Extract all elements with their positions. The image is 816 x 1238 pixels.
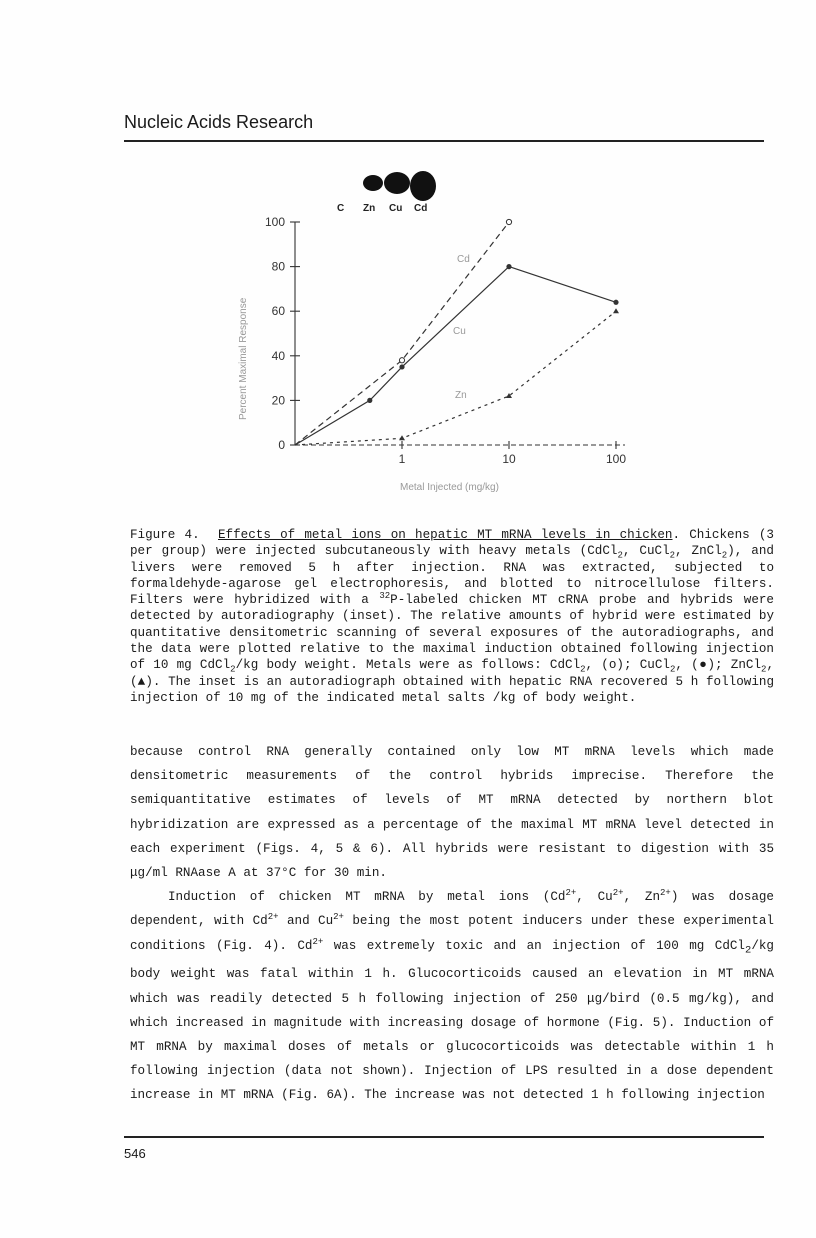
series-label-cd: Cd <box>457 254 470 265</box>
x-tick-label: 1 <box>398 452 406 466</box>
data-point-zn <box>399 435 405 440</box>
data-point-cd <box>399 358 404 363</box>
sup: 2+ <box>333 912 344 923</box>
series-line-cd <box>295 222 509 445</box>
inset-lane-cd: Cd <box>414 203 428 214</box>
body-text <box>130 740 774 1108</box>
text: being the most potent inducers under these experimental conditions (Fig. 4). Cd <box>130 914 774 953</box>
data-point-zn <box>613 308 619 313</box>
page-number: 546 <box>124 1146 146 1161</box>
sup: 32 <box>379 591 391 601</box>
sup: 2+ <box>660 888 671 899</box>
series-label-cu: Cu <box>453 326 466 337</box>
sub: 2 <box>580 664 586 675</box>
caption-label: Figure 4. <box>130 528 200 542</box>
sub: 2 <box>230 664 236 675</box>
figure-4 <box>0 0 816 520</box>
inset-band-zn <box>363 175 383 191</box>
y-tick-label: 80 <box>271 259 285 274</box>
journal-title: Nucleic Acids Research <box>124 112 314 132</box>
caption-text: /kg body weight. Metals were as follows: CdCl <box>235 658 581 673</box>
sup: 2+ <box>565 888 577 899</box>
text: and Cu <box>278 914 334 929</box>
x-tick-label: 100 <box>605 452 627 466</box>
sup: 2+ <box>612 888 624 899</box>
inset-lane-c: C <box>337 203 345 214</box>
sub: 2 <box>745 944 752 957</box>
series-label-zn: Zn <box>455 390 467 401</box>
inset-band-cu <box>384 172 410 194</box>
text: /kg body weight was fatal within 1 h. Glucocorticoids caused an elevation in MT mRNA which was readily detected 5 h following injection of 250 μg/bird (0.5 mg/kg), and which increased in magnitude with increasing dosage of hormone (Fig. 5). Induction of MT mRNA by maximal doses of metals or glucocorticoids was detectable within 1 h following injection (data not shown). Injection of LPS resulted in a dose dependent increase in MT mRNA (Fig. 6A). The increase was not detected 1 h following injection <box>130 938 774 1103</box>
caption-text: , ZnCl <box>675 544 722 559</box>
caption-text: , (●); ZnCl <box>675 658 762 673</box>
data-point-cu <box>506 264 511 269</box>
caption-text: ), and livers were removed 5 h after injection. RNA was extracted, subjected to formaldehyde-agarose gel electrophoresis, and blotted to nitrocellulose filters. Filters were hybridized with a <box>130 544 774 608</box>
sub: 2 <box>669 664 676 675</box>
paragraph-2 <box>130 885 774 1107</box>
inset-autoradiograph <box>337 171 436 214</box>
y-tick-label: 20 <box>271 393 285 408</box>
data-point-cd <box>506 219 511 224</box>
inset-lane-zn: Zn <box>363 203 376 214</box>
inset-band-cd <box>410 171 436 201</box>
series-line-cu <box>295 267 616 445</box>
series-layer <box>295 219 619 445</box>
figure-caption: Figure 4. Effects of metal ions on hepatic MT mRNA levels in chicken. Chickens (3 per group) were injected subcutaneously with heavy metals (CdCl$_2$, CuCl$_2$, ZnCl$_2$), and livers were removed 5 h after injection. RNA was extracted, subjected to formaldehyde-agarose gel electrophoresis, and blotted to nitrocellulose filters. Filters were hybridized with a $^{32}$P-labeled chicken MT cRNA probe and hybrids were detected by autoradiography (inset). The relative amounts of hybrid were estimated by quantitative densitometric scanning of several exposures of the autoradiographs, and the data were plotted relative to the maximal induction obtained following injection of 10 mg CdCl$_2$/kg body weight. Metals were as follows: CdCl$_2$, (o); CuCl$_2$, (●); ZnCl$_2$, (▲). The inset is an autoradiograph obtained with hepatic RNA recovered 5 h following injection of 10 mg of the indicated metal salts /kg of body weight. <box>130 528 774 705</box>
y-tick-label: 40 <box>271 348 285 363</box>
caption-text: , (▲). The inset is an autoradiograph obtained with hepatic RNA recovered 5 h following injection of 10 mg of the indicated metal salts /kg of body weight. <box>130 658 774 705</box>
text: Induction of chicken MT mRNA by metal ions (Cd <box>168 890 566 905</box>
sub: 2 <box>669 550 676 561</box>
text: ) was dosage dependent, with Cd <box>130 890 774 929</box>
y-tick-label: 60 <box>271 304 285 319</box>
y-tick-label: 0 <box>278 438 285 452</box>
footer-rule <box>124 1136 764 1138</box>
inset-lane-cu: Cu <box>389 203 403 214</box>
text: , Cu <box>576 890 613 905</box>
sub: 2 <box>761 664 767 675</box>
data-point-cu <box>367 398 372 403</box>
sup: 2+ <box>312 936 324 947</box>
x-tick-label: 10 <box>502 452 516 466</box>
caption-text: , CuCl <box>622 544 670 559</box>
sub: 2 <box>617 550 623 561</box>
sub: 2 <box>721 550 728 561</box>
x-axis-label: Metal Injected (mg/kg) <box>400 482 499 493</box>
paragraph-1: because control RNA generally contained only low MT mRNA levels which made densitometric measurements of the control hybrids imprecise. Therefore the semiquantitative estimates of levels of MT mRNA detected by northern blot hybridization are expressed as a percentage of the maximal MT mRNA level detected in each experiment (Figs. 4, 5 & 6). All hybrids were resistant to digestion with 35 μg/ml RNAase A at 37°C for 30 min. <box>130 745 774 881</box>
caption-title: Effects of metal ions on hepatic MT mRNA levels in chicken <box>218 528 673 542</box>
y-tick-label: 100 <box>264 215 285 229</box>
caption-text: , (o); CuCl <box>585 658 670 673</box>
caption-text: P-labeled chicken MT cRNA probe and hybrids were detected by autoradiography (inset). The relative amounts of hybrid were estimated by quantitative densitometric scanning of several exposures of the autoradiographs, and the data were plotted relative to the maximal induction obtained following injection of 10 mg CdCl <box>130 593 774 673</box>
caption-text: Chickens (3 per group) were injected subcutaneously with heavy metals (CdCl <box>130 528 774 559</box>
text: was extremely toxic and an injection of 100 mg CdCl <box>323 938 745 953</box>
y-axis-label: Percent Maximal Response <box>238 297 249 420</box>
text: , Zn <box>623 890 661 905</box>
data-point-cu <box>613 300 618 305</box>
sup: 2+ <box>267 912 279 923</box>
data-point-cu <box>399 364 404 369</box>
